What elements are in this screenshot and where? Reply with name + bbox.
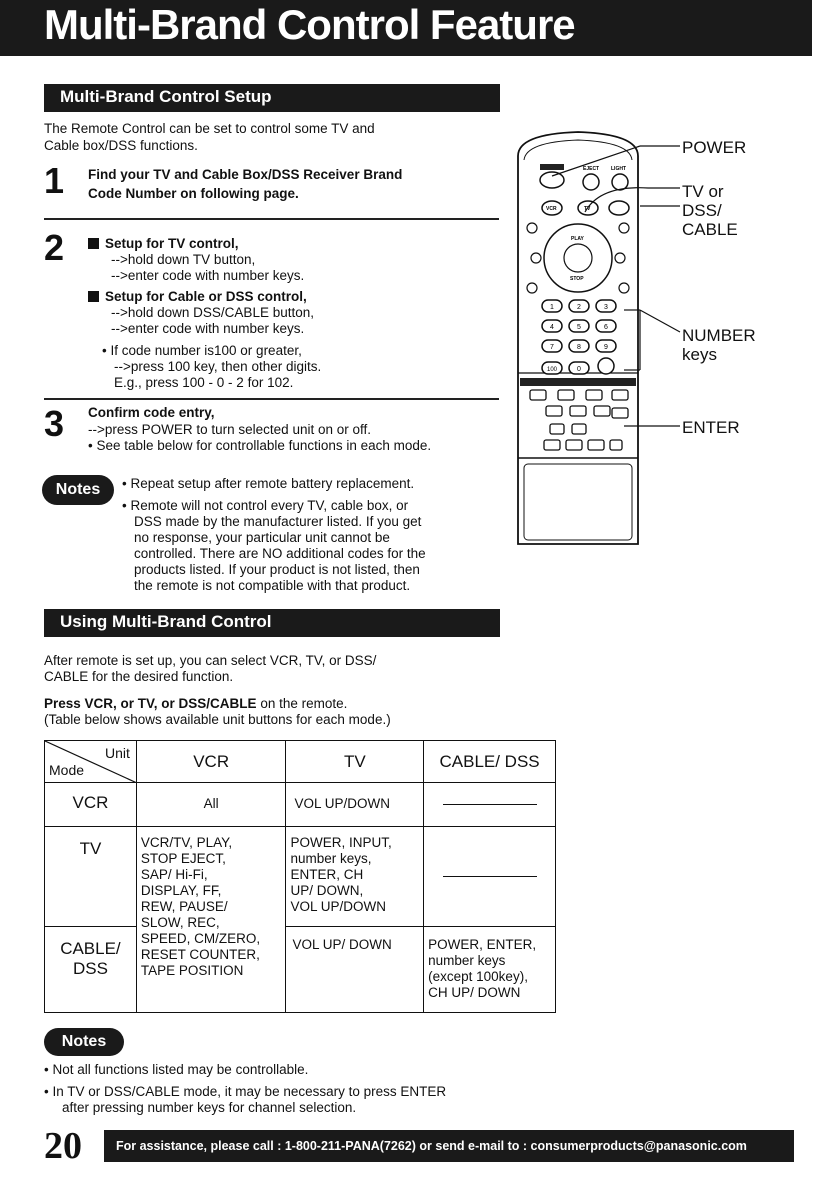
svg-text:TV: TV — [584, 206, 591, 212]
svg-text:VCR: VCR — [546, 206, 557, 212]
cell-line: DISPLAY, FF, — [140, 883, 222, 898]
callout-power: POWER — [682, 138, 747, 157]
divider — [44, 398, 499, 400]
svg-text:100: 100 — [546, 367, 558, 373]
step2-note-line3: E.g., press 100 - 0 - 2 for 102. — [114, 375, 294, 390]
cell-line: SAP/ Hi-Fi, — [140, 867, 208, 882]
callout-tv-line2: DSS/ — [682, 201, 722, 220]
header-cable-dss: CABLE/ DSS — [424, 741, 556, 783]
mode-line: DSS — [72, 959, 108, 978]
divider — [44, 218, 499, 220]
step2-tv-line2: -->enter code with number keys. — [111, 268, 305, 283]
callout-number-line2: keys — [682, 345, 717, 364]
table-row-cable-dss — [45, 927, 556, 1013]
corner-cell — [45, 741, 137, 783]
setup-intro-line1: The Remote Control can be set to control some TV and — [44, 121, 375, 136]
cell-line: REW, PAUSE/ — [140, 899, 228, 914]
step3-number: 3 — [44, 403, 65, 444]
step3-line2: • See table below for controllable functions in each mode. — [88, 438, 432, 453]
cell-line: STOP EJECT, — [140, 851, 226, 866]
svg-text:4: 4 — [550, 324, 554, 331]
notes-badge-2: Notes — [44, 1028, 124, 1056]
cell-vcr-tv: VOL UP/DOWN — [286, 783, 424, 827]
step2-cable-line1: -->hold down DSS/CABLE button, — [111, 305, 314, 320]
cell-vcr-cable — [424, 783, 556, 827]
note-line: the remote is not compatible with that product. — [134, 578, 411, 593]
cell-line: SPEED, CM/ZERO, — [140, 931, 261, 946]
press-instruction: Press VCR, or TV, or DSS/CABLE on the remote. — [44, 696, 348, 711]
note-line: DSS made by the manufacturer listed. If you get — [134, 514, 422, 529]
mode-vcr: VCR — [45, 783, 137, 827]
step2-tv-heading: Setup for TV control, — [88, 236, 239, 252]
page-title: Multi-Brand Control Feature — [44, 1, 575, 48]
cell-line: TAPE POSITION — [140, 963, 244, 978]
step2-cable-heading: Setup for Cable or DSS control, — [88, 289, 307, 305]
section-heading-using: Using Multi-Brand Control — [44, 609, 500, 637]
corner-mode-label: Mode — [49, 762, 85, 778]
cell-line: SLOW, REC, — [140, 915, 220, 930]
step1-number: 1 — [44, 160, 65, 201]
notes-badge: Notes — [42, 475, 114, 505]
step3-heading: Confirm code entry, — [88, 405, 215, 420]
svg-text:6: 6 — [604, 324, 608, 331]
table-row-vcr — [45, 783, 556, 827]
header-tv: TV — [286, 741, 424, 783]
note-line: controlled. There are NO additional codes for the — [134, 546, 426, 561]
note-line: no response, your particular unit cannot be — [134, 530, 390, 545]
mode-cable-dss — [45, 927, 137, 1013]
note2-line: after pressing number keys for channel selection. — [62, 1100, 357, 1115]
dash-line — [443, 876, 537, 878]
cell-tv-tv — [286, 827, 424, 927]
note-line: products listed. If your product is not listed, then — [134, 562, 420, 577]
assistance-bar: For assistance, please call : 1-800-211-PANA(7262) or send e-mail to : consumerproducts@panasonic.com — [104, 1130, 794, 1162]
cell-tv-vcr — [136, 827, 286, 1013]
mode-tv: TV — [45, 827, 137, 927]
cell-line: number keys, — [290, 851, 372, 866]
setup-intro-line2: Cable box/DSS functions. — [44, 138, 198, 153]
page-number: 20 — [44, 1125, 82, 1167]
corner-unit-label: Unit — [104, 745, 130, 761]
note-line: • Remote will not control every TV, cable box, or — [122, 498, 409, 513]
cell-line: UP/ DOWN, — [290, 883, 364, 898]
svg-text:2: 2 — [577, 304, 581, 311]
using-intro-line1: After remote is set up, you can select VCR, TV, or DSS/ — [44, 653, 377, 668]
table-row-tv — [45, 827, 556, 927]
callout-tv-line1: TV or — [682, 182, 724, 201]
svg-text:5: 5 — [577, 324, 581, 331]
svg-text:LIGHT: LIGHT — [611, 166, 626, 172]
cell-line: VOL UP/DOWN — [290, 899, 386, 914]
cell-line: ENTER, CH — [290, 867, 364, 882]
step2-cable-line2: -->enter code with number keys. — [111, 321, 305, 336]
step2-note-line1: • If code number is100 or greater, — [102, 343, 302, 358]
press-instruction-line2: (Table below shows available unit buttons for each mode.) — [44, 712, 391, 727]
callout-number-line1: NUMBER — [682, 326, 756, 345]
cell-line: CH UP/ DOWN — [428, 985, 521, 1000]
step1-line1: Find your TV and Cable Box/DSS Receiver Brand — [88, 167, 403, 182]
header-vcr: VCR — [136, 741, 286, 783]
mode-line: CABLE/ — [60, 939, 121, 958]
table-header-row — [45, 741, 556, 783]
note2-line: • Not all functions listed may be controllable. — [44, 1062, 309, 1077]
callout-lines — [540, 130, 682, 440]
note-line: • Repeat setup after remote battery replacement. — [122, 476, 415, 491]
step3-line1: -->press POWER to turn selected unit on or off. — [88, 422, 371, 437]
dash-line — [443, 804, 537, 806]
callout-tv-line3: CABLE — [682, 220, 738, 239]
svg-text:3: 3 — [604, 304, 608, 311]
mode-unit-table — [44, 740, 556, 1013]
cell-line: number keys — [428, 953, 506, 968]
cell-line: RESET COUNTER, — [140, 947, 260, 962]
svg-text:EJECT: EJECT — [583, 166, 600, 172]
svg-text:0: 0 — [577, 366, 581, 373]
svg-text:7: 7 — [550, 344, 554, 351]
svg-text:1: 1 — [550, 304, 554, 311]
svg-text:PLAY: PLAY — [571, 236, 584, 242]
bullet-square-icon — [88, 238, 99, 249]
cell-line: POWER, INPUT, — [290, 835, 392, 850]
cell-vcr-vcr: All — [136, 783, 286, 827]
note2-line: • In TV or DSS/CABLE mode, it may be necessary to press ENTER — [44, 1084, 447, 1099]
cell-cable-cable — [424, 927, 556, 1013]
step2-tv-line1: -->hold down TV button, — [111, 252, 256, 267]
step2-number: 2 — [44, 227, 65, 268]
svg-text:8: 8 — [577, 344, 581, 351]
cell-tv-cable — [424, 827, 556, 927]
step2-note-line2: -->press 100 key, then other digits. — [114, 359, 322, 374]
cell-line: VCR/TV, PLAY, — [140, 835, 233, 850]
cell-line: POWER, ENTER, — [428, 937, 537, 952]
svg-text:STOP: STOP — [570, 276, 584, 282]
bullet-square-icon — [88, 291, 99, 302]
step1-line2: Code Number on following page. — [88, 186, 299, 201]
using-intro-line2: CABLE for the desired function. — [44, 669, 234, 684]
cell-line: (except 100key), — [428, 969, 528, 984]
svg-text:9: 9 — [604, 344, 608, 351]
section-heading-setup: Multi-Brand Control Setup — [44, 84, 500, 112]
cell-cable-tv: VOL UP/ DOWN — [286, 927, 424, 1013]
callout-enter: ENTER — [682, 418, 740, 437]
